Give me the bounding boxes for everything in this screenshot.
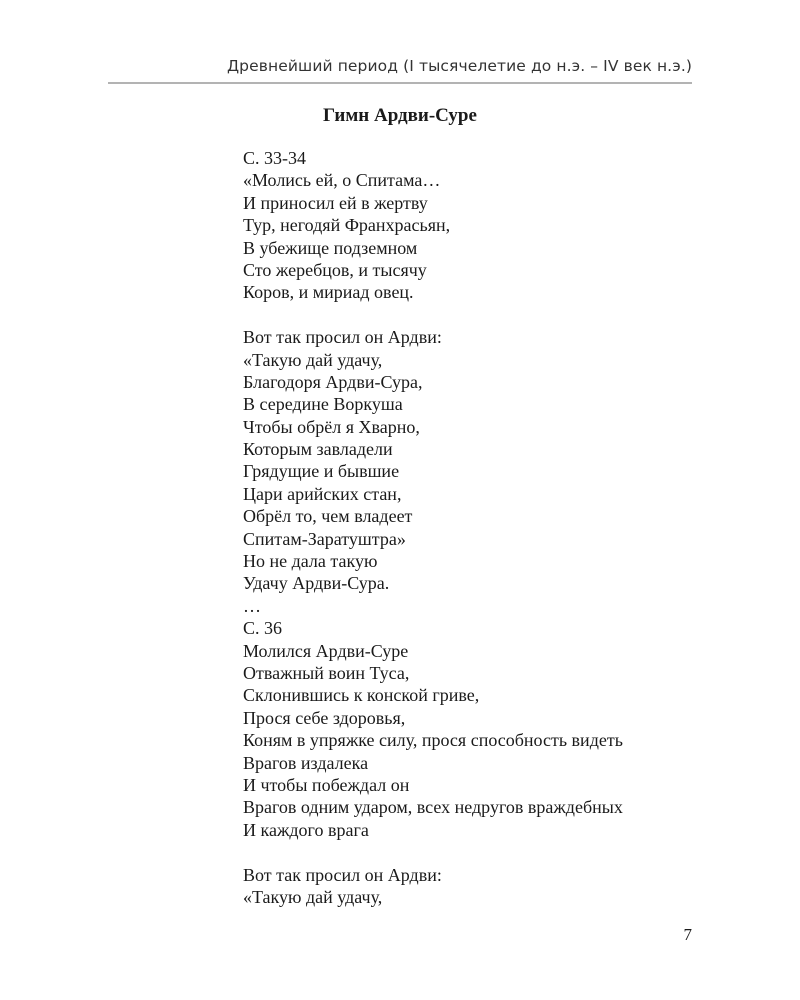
page-number: 7 xyxy=(683,925,692,944)
stanza-break xyxy=(243,841,623,863)
poem-line: Благодоря Ардви-Сура, xyxy=(243,371,423,392)
poem-line: Склонившись к конской гриве, xyxy=(243,685,480,706)
poem-line: С. 33-34 xyxy=(243,148,306,168)
poem-line: «Молись ей, о Спитама… xyxy=(243,170,441,191)
poem-line: Молился Ардви-Суре xyxy=(243,640,409,661)
poem-line: Чтобы обрёл я Хварно, xyxy=(243,416,420,437)
running-header: Древнейший период (I тысячелетие до н.э. – IV век н.э.) xyxy=(226,57,692,75)
poem-line: Сто жеребцов, и тысячу xyxy=(243,259,427,280)
poem-line: В убежище подземном xyxy=(243,237,418,258)
poem-line: Прося себе здоровья, xyxy=(243,707,406,728)
poem-line: Врагов одним ударом, всех недругов враждебных xyxy=(243,797,623,818)
poem-line: Вот так просил он Ардви: xyxy=(243,864,442,885)
poem-line: Обрёл то, чем владеет xyxy=(243,506,413,527)
poem-line: Грядущие и бывшие xyxy=(243,461,400,482)
header-divider xyxy=(108,82,692,84)
poem-line: Коров, и мириад овец. xyxy=(243,282,414,303)
poem-line: … xyxy=(243,595,261,616)
poem-line: Которым завладели xyxy=(243,439,393,460)
poem-line: Вот так просил он Ардви: xyxy=(243,327,442,348)
poem-line: В середине Воркуша xyxy=(243,394,403,415)
poem-line: Удачу Ардви-Сура. xyxy=(243,573,390,594)
poem-line: Спитам-Заратуштра» xyxy=(243,528,406,549)
poem-title: Гимн Ардви-Суре xyxy=(323,105,477,126)
poem-line: И приносил ей в жертву xyxy=(243,192,428,213)
poem-line: Врагов издалека xyxy=(243,752,369,773)
poem-line: «Такую дай удачу, xyxy=(243,349,383,370)
poem-line: С. 36 xyxy=(243,618,283,639)
poem-line: Цари арийских стан, xyxy=(243,483,402,504)
poem-body xyxy=(243,147,623,908)
poem-line: И чтобы побеждал он xyxy=(243,774,410,795)
poem-line: И каждого врага xyxy=(243,819,369,840)
poem-line: Тур, негодяй Франхрасьян, xyxy=(243,215,451,236)
poem-line: Коням в упряжке силу, прося способность видеть xyxy=(243,730,623,751)
poem-line: Отважный воин Туса, xyxy=(243,662,410,683)
poem-line: Но не дала такую xyxy=(243,551,378,572)
poem-line: «Такую дай удачу, xyxy=(243,886,383,907)
stanza-break xyxy=(243,304,623,326)
